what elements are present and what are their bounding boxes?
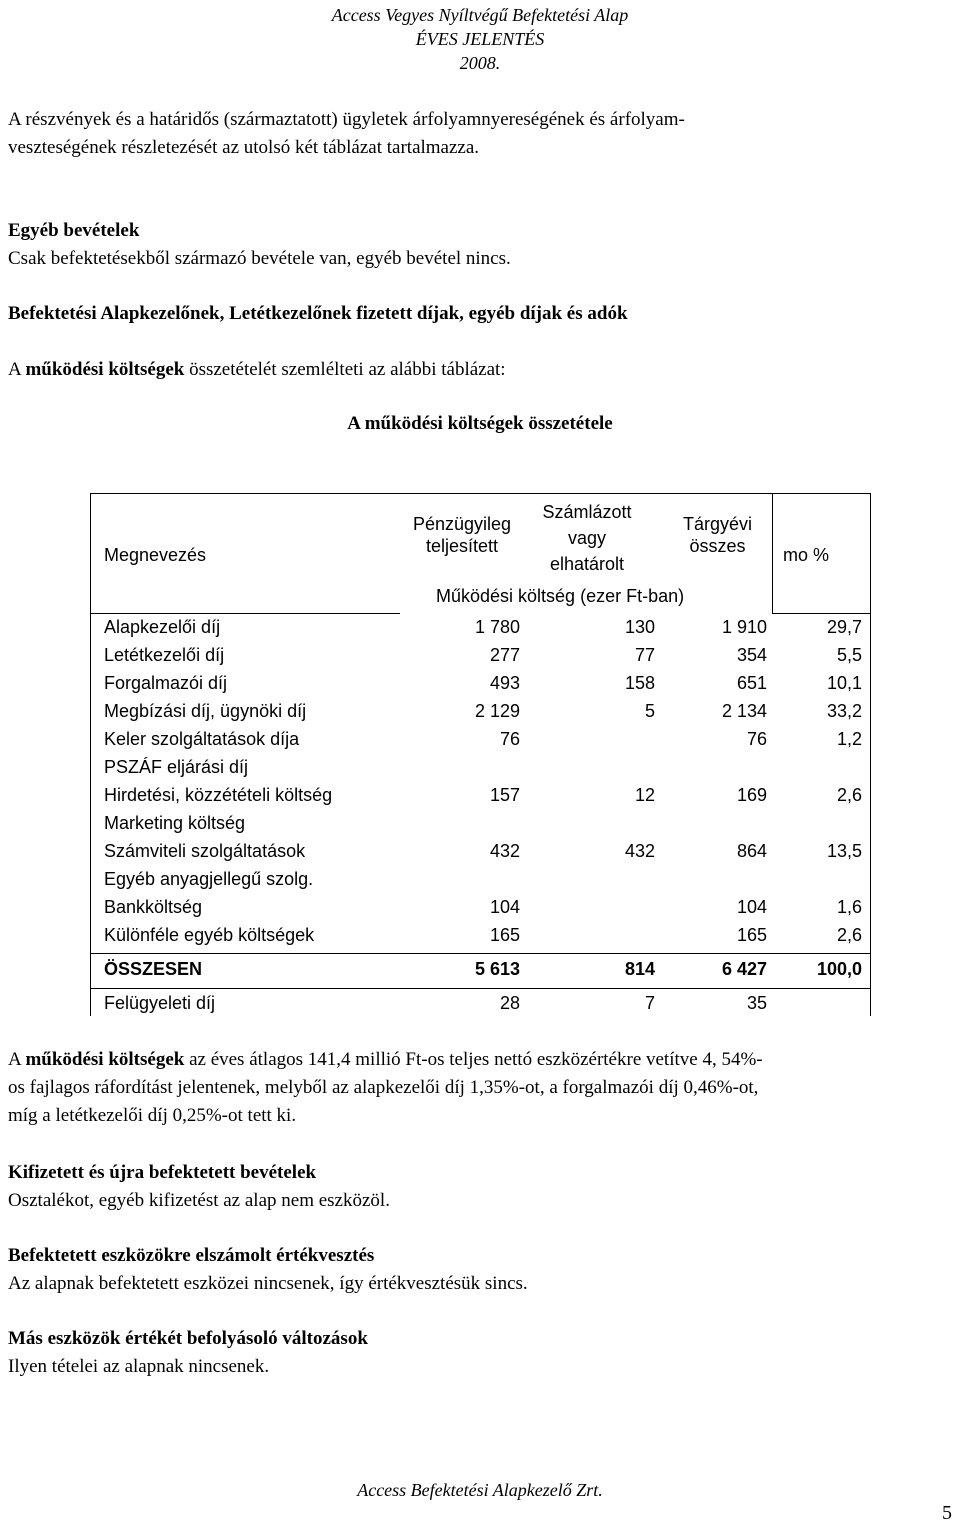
row-year: 169	[736, 785, 767, 805]
row-year: 651	[736, 673, 767, 693]
row-name: Bankköltség	[104, 897, 203, 917]
row-paid: 2 129	[474, 701, 520, 721]
header-percent: mo %	[783, 545, 830, 565]
text-other-income: Csak befektetésekből származó bevétele van, egyéb bevétel nincs.	[8, 248, 511, 269]
table-right-border	[870, 493, 871, 1016]
header-name: Megnevezés	[104, 545, 207, 565]
after-post: az éves átlagos 141,4 millió Ft-os teljes nettó eszközértékre vetítve 4, 54%-	[189, 1049, 763, 1070]
after-pre: A	[8, 1049, 21, 1070]
heading-other-income: Egyéb bevételek	[8, 220, 140, 241]
supervision-year: 35	[746, 993, 767, 1013]
intro-paragraph	[8, 356, 948, 384]
row-paid: 277	[489, 645, 520, 665]
row-percent: 2,6	[836, 925, 862, 945]
after-paragraph-line3: míg a letétkezelői díj 0,25%-ot tett ki.	[8, 1105, 297, 1126]
row-name: Forgalmazói díj	[104, 673, 228, 693]
row-invoiced: 12	[634, 785, 655, 805]
after-paragraph-line1	[8, 1046, 948, 1074]
report-header-year: 2008.	[459, 53, 501, 73]
page-footer: Access Befektetési Alapkezelő Zrt.	[357, 1480, 603, 1500]
row-invoiced: 158	[624, 673, 655, 693]
header-unit: Működési költség (ezer Ft-ban)	[436, 586, 685, 606]
header-total-year-line2: összes	[689, 536, 746, 556]
intro-post: összetételét szemlélteti az alábbi táblázat:	[189, 359, 506, 380]
header-paid-line2: teljesített	[425, 536, 499, 556]
header-total-year	[660, 513, 775, 557]
row-paid: 104	[489, 897, 520, 917]
header-paid	[402, 513, 522, 557]
header-invoiced-line1: Számlázott	[542, 502, 632, 522]
row-name: Letétkezelői díj	[104, 645, 225, 665]
row-name: Megbízási díj, ügynöki díj	[104, 701, 307, 721]
text-distributions: Osztalékot, egyéb kifizetést az alap nem eszközöl.	[8, 1190, 390, 1211]
row-invoiced: 77	[634, 645, 655, 665]
row-paid: 1 780	[474, 617, 520, 637]
total-paid: 5 613	[474, 959, 520, 979]
table-total-rule-top	[90, 953, 871, 954]
page-number: 5	[942, 1502, 952, 1524]
heading-impairment: Befektetett eszközökre elszámolt értékvesztés	[8, 1245, 375, 1266]
row-year: 2 134	[721, 701, 767, 721]
after-paragraph-line2: os fajlagos ráfordítást jelentenek, melyből az alapkezelői díj 1,35%-ot, a forgalmazói díj 0,46%-ot,	[8, 1077, 759, 1098]
row-name: Különféle egyéb költségek	[104, 925, 315, 945]
intro-bold: működési költségek	[25, 359, 185, 380]
row-paid: 157	[489, 785, 520, 805]
row-percent: 33,2	[826, 701, 862, 721]
para-derivatives-line1: A részvények és a határidős (származtatott) ügyletek árfolyamnyereségének és árfolyam-	[8, 109, 685, 130]
para-derivatives-line2: veszteségének részletezését az utolsó két táblázat tartalmazza.	[8, 137, 480, 158]
total-year: 6 427	[721, 959, 767, 979]
supervision-paid: 28	[499, 993, 520, 1013]
header-invoiced	[532, 499, 642, 577]
table-header-rule-left	[90, 613, 400, 614]
row-name: Egyéb anyagjellegű szolg.	[104, 869, 314, 889]
heading-distributions: Kifizetett és újra befektetett bevételek	[8, 1162, 317, 1183]
row-year: 864	[736, 841, 767, 861]
report-header-title: ÉVES JELENTÉS	[415, 29, 545, 49]
heading-fees: Befektetési Alapkezelőnek, Letétkezelőnek fizetett díjak, egyéb díjak és adók	[8, 303, 628, 324]
row-name: Hirdetési, közzétételi költség	[104, 785, 333, 805]
row-year: 76	[746, 729, 767, 749]
row-year: 1 910	[721, 617, 767, 637]
row-percent: 29,7	[826, 617, 862, 637]
text-impairment: Az alapnak befektetett eszközei nincsenek, így értékvesztésük sincs.	[8, 1273, 528, 1294]
row-invoiced: 432	[624, 841, 655, 861]
operating-costs-table	[90, 493, 871, 1016]
row-paid: 432	[489, 841, 520, 861]
after-bold: működési költségek	[25, 1049, 185, 1070]
row-name: PSZÁF eljárási díj	[104, 757, 249, 777]
heading-other-changes: Más eszközök értékét befolyásoló változások	[8, 1328, 368, 1349]
intro-pre: A	[8, 359, 21, 380]
row-name: Alapkezelői díj	[104, 617, 221, 637]
header-total-year-line1: Tárgyévi	[682, 514, 753, 534]
row-percent: 2,6	[836, 785, 862, 805]
table-left-border	[90, 493, 91, 1016]
table-title: A működési költségek összetétele	[347, 413, 613, 434]
row-percent: 1,2	[836, 729, 862, 749]
header-paid-line1: Pénzügyileg	[412, 514, 512, 534]
row-year: 354	[736, 645, 767, 665]
row-percent: 10,1	[826, 673, 862, 693]
row-name: Számviteli szolgáltatások	[104, 841, 306, 861]
row-invoiced: 130	[624, 617, 655, 637]
row-percent: 1,6	[836, 897, 862, 917]
report-header-fund: Access Vegyes Nyíltvégű Befektetési Alap	[331, 5, 629, 25]
supervision-invoiced: 7	[644, 993, 655, 1013]
row-percent: 13,5	[826, 841, 862, 861]
total-label: ÖSSZESEN	[104, 959, 203, 979]
row-paid: 76	[499, 729, 520, 749]
total-invoiced: 814	[624, 959, 655, 979]
table-top-border	[90, 493, 871, 494]
row-year: 165	[736, 925, 767, 945]
total-percent: 100,0	[816, 959, 862, 979]
row-paid: 493	[489, 673, 520, 693]
row-invoiced: 5	[644, 701, 655, 721]
table-total-rule-bottom	[90, 988, 871, 989]
supervision-label: Felügyeleti díj	[104, 993, 216, 1013]
row-paid: 165	[489, 925, 520, 945]
text-other-changes: Ilyen tételei az alapnak nincsenek.	[8, 1356, 270, 1377]
row-name: Keler szolgáltatások díja	[104, 729, 300, 749]
table-header-rule-right	[772, 613, 870, 614]
row-year: 104	[736, 897, 767, 917]
row-name: Marketing költség	[104, 813, 246, 833]
row-percent: 5,5	[836, 645, 862, 665]
header-invoiced-line2: vagy	[567, 528, 607, 548]
header-invoiced-line3: elhatárolt	[549, 554, 625, 574]
